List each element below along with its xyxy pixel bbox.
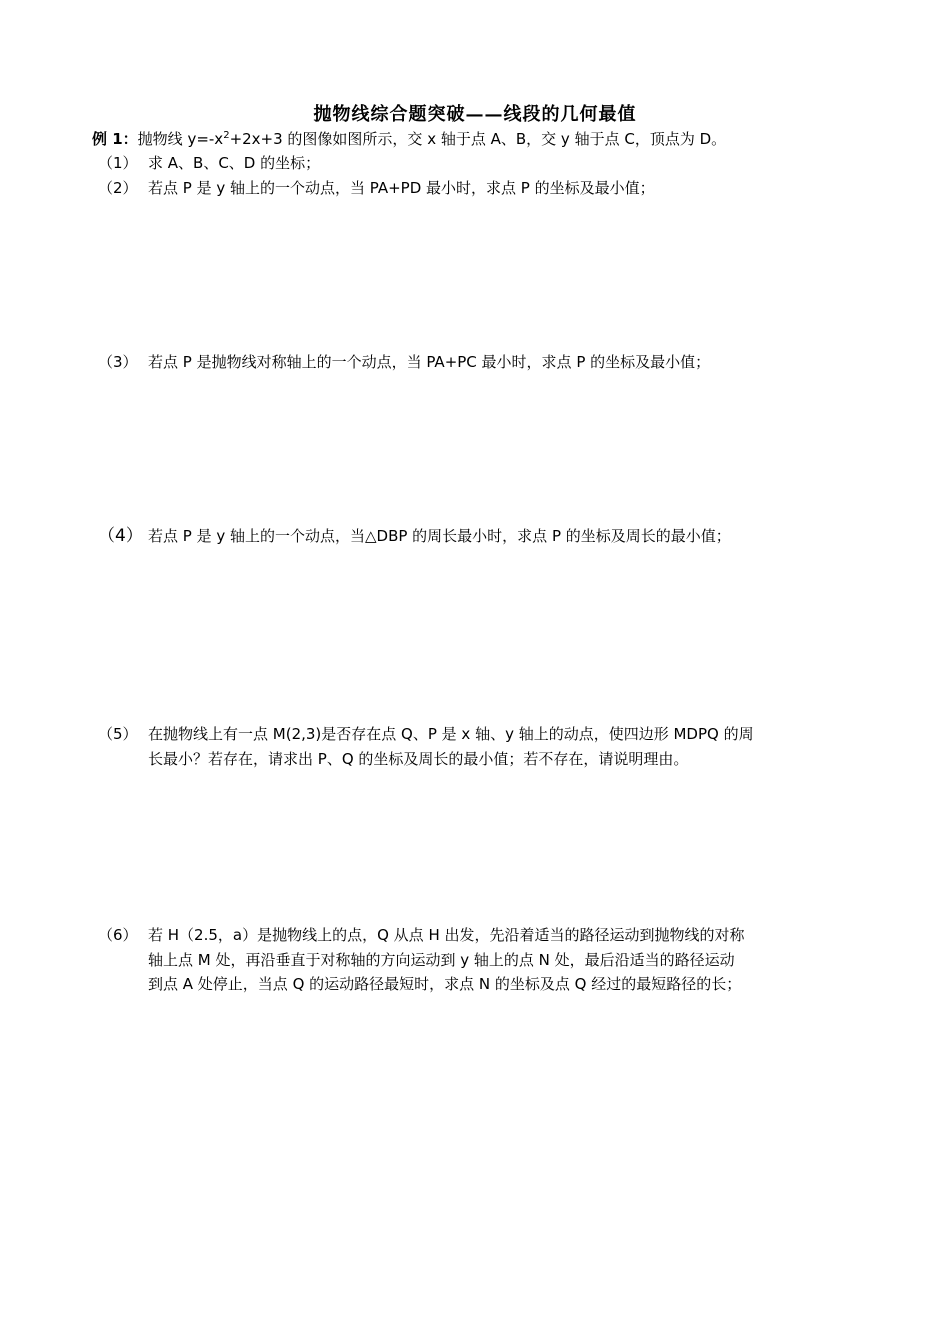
question-text: 若点 P 是抛物线对称轴上的一个动点，当 PA+PC 最小时，求点 P 的坐标及最小值； <box>148 353 711 371</box>
question-5 <box>98 722 754 746</box>
question-6-continued <box>148 972 741 996</box>
question-number: （2） <box>98 179 138 197</box>
question-number: （3） <box>98 353 138 371</box>
question-text-line-1: 若 H（2.5，a）是抛物线上的点，Q 从点 H 出发，先沿着适当的路径运动到抛物线的对称 <box>148 926 745 944</box>
question-3 <box>98 350 710 374</box>
example-statement <box>92 127 726 151</box>
question-6 <box>98 923 745 947</box>
question-number: （6） <box>98 926 138 944</box>
example-label: 例 1： <box>92 130 138 148</box>
question-text-line-2: 长最小？若存在，请求出 P、Q 的坐标及周长的最小值；若不存在，请说明理由。 <box>148 750 689 768</box>
page-title: 抛物线综合题突破——线段的几何最值 <box>313 104 637 125</box>
question-text: 若点 P 是 y 轴上的一个动点，当△DBP 的周长最小时，求点 P 的坐标及周长的最小值； <box>148 527 731 545</box>
question-1 <box>98 151 320 175</box>
example-text-after: +2x+3 的图像如图所示，交 x 轴于点 A、B，交 y 轴于点 C，顶点为 D。 <box>229 130 727 148</box>
example-text-before: 抛物线 y=-x <box>137 130 224 148</box>
question-text: 若点 P 是 y 轴上的一个动点，当 PA+PD 最小时，求点 P 的坐标及最小值； <box>148 179 655 197</box>
question-text-line-3: 到点 A 处停止，当点 Q 的运动路径最短时，求点 N 的坐标及点 Q 经过的最短路径的长； <box>148 975 742 993</box>
question-5-continued <box>148 747 688 771</box>
example-exponent: 2 <box>223 130 230 141</box>
question-number: （5） <box>98 725 138 743</box>
question-text-line-1: 在抛物线上有一点 M(2,3)是否存在点 Q、P 是 x 轴、y 轴上的动点，使四边形 MDPQ 的周 <box>148 725 754 743</box>
question-4 <box>98 524 731 548</box>
question-text: 求 A、B、C、D 的坐标； <box>148 154 321 172</box>
question-number: （1） <box>98 154 138 172</box>
question-text-line-2: 轴上点 M 处，再沿垂直于对称轴的方向运动到 y 轴上的点 N 处，最后沿适当的路径运动 <box>148 951 735 969</box>
question-number: （4） <box>98 526 143 546</box>
question-6-continued <box>148 948 735 972</box>
question-2 <box>98 176 655 200</box>
